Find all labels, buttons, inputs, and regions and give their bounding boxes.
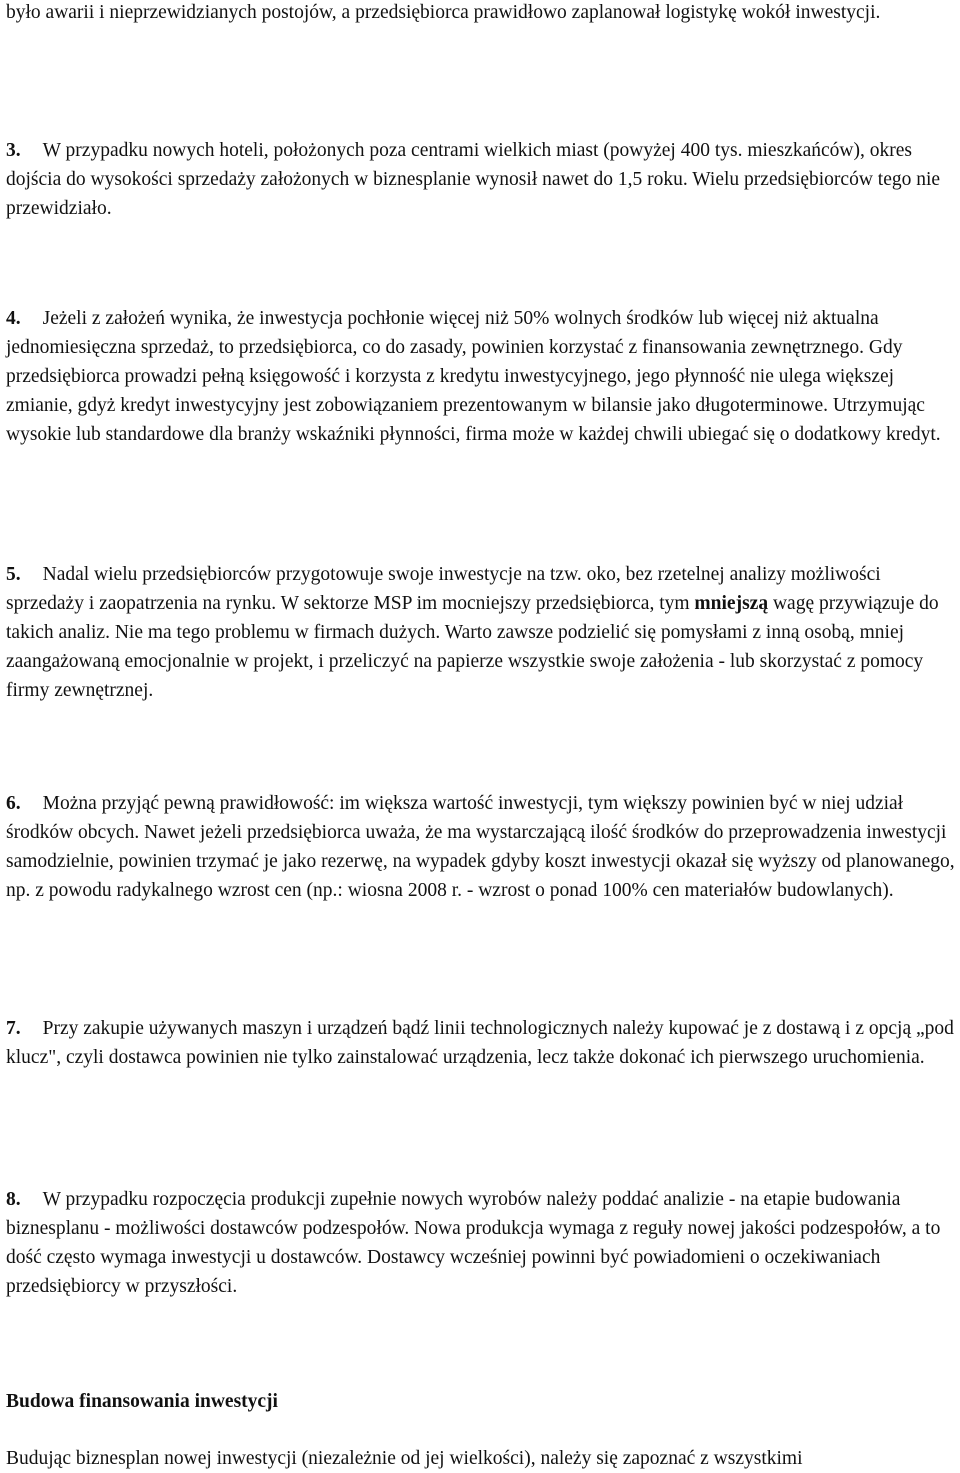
item-text-before: Nadal wielu przedsiębiorców przygotowuje swoje inwestycje na tzw. oko, bez rzetelnej analizy możliwości sprzedaży i zaopatrzenia na rynku. W sektorze MSP im mocniejszy przedsiębiorca, tym [6, 564, 881, 614]
item-text: W przypadku rozpoczęcia produkcji zupełnie nowych wyrobów należy poddać analizie - na etapie budowania biznesplanu - możliwości dostawców podzespołów. Nowa produkcja wymaga z reguły nowej jakości podzespołów, a to dość często wymaga inwestycji u dostawców. Dostawcy wcześniej powinni być powiadomieni o oczekiwaniach przedsiębiorcy w przyszłości. [6, 1189, 941, 1297]
section-heading: Budowa finansowania inwestycji [6, 1391, 278, 1412]
item-number: 3. [6, 140, 21, 161]
item-number: 8. [6, 1189, 21, 1210]
intro-text: było awarii i nieprzewidzianych postojów, a przedsiębiorca prawidłowo zaplanował logistykę wokół inwestycji. [6, 2, 881, 23]
item-number: 5. [6, 564, 21, 585]
list-item-5 [6, 560, 956, 705]
section-paragraph [6, 1444, 956, 1473]
section-text: Budując biznesplan nowej inwestycji (niezależnie od jej wielkości), należy się zapoznać z wszystkimi [6, 1448, 803, 1469]
emphasis-text: mniejszą [694, 593, 769, 614]
intro-paragraph [6, 0, 956, 27]
item-text-after: wagę przywiązuje do takich analiz. Nie ma tego problemu w firmach dużych. Warto zawsze podzielić się pomysłami z inną osobą, mniej zaangażowaną emocjonalnie w projekt, i przeliczyć na papierze wszystkie swoje założenia - lub skorzystać z pomocy firmy zewnętrznej. [6, 593, 939, 701]
item-text: W przypadku nowych hoteli, położonych poza centrami wielkich miast (powyżej 400 tys. mieszkańców), okres dojścia do wysokości sprzedaży założonych w biznesplanie wynosił nawet do 1,5 roku. Wielu przedsiębiorców tego nie przewidziało. [6, 140, 941, 219]
item-text: Jeżeli z założeń wynika, że inwestycja pochłonie więcej niż 50% wolnych środków lub więcej niż aktualna jednomiesięczna sprzedaż, to przedsiębiorca, co do zasady, powinien korzystać z finansowania zewnętrznego. Gdy przedsiębiorca prowadzi pełną księgowość i korzysta z kredytu inwestycyjnego, jego płynność nie ulega większej zmianie, gdyż kredyt inwestycyjny jest zobowiązaniem prezentowanym w bilansie jako długoterminowe. Utrzymując wysokie lub standardowe dla branży wskaźniki płynności, firma może w każdej chwili ubiegać się o dodatkowy kredyt. [6, 308, 941, 445]
item-number: 6. [6, 793, 21, 814]
list-item-7 [6, 1014, 956, 1072]
item-text: Można przyjąć pewną prawidłowość: im większa wartość inwestycji, tym większy powinien być w niej udział środków obcych. Nawet jeżeli przedsiębiorca uważa, że ma wystarczającą ilość środków do przeprowadzenia inwestycji samodzielnie, powinien trzymać je jako rezerwę, na wypadek gdyby koszt inwestycji okazał się wyższy od planowanego, np. z powodu radykalnego wzrost cen (np.: wiosna 2008 r. - wzrost o ponad 100% cen materiałów budowlanych). [6, 793, 955, 901]
item-number: 4. [6, 308, 21, 329]
item-text: Przy zakupie używanych maszyn i urządzeń bądź linii technologicznych należy kupować je z dostawą i z opcją „pod klucz", czyli dostawca powinien nie tylko zainstalować urządzenia, lecz także dokonać ich pierwszego uruchomienia. [6, 1018, 954, 1068]
list-item-6 [6, 789, 956, 905]
list-item-8 [6, 1185, 956, 1301]
list-item-4 [6, 304, 956, 449]
list-item-3 [6, 136, 956, 223]
item-number: 7. [6, 1018, 21, 1039]
